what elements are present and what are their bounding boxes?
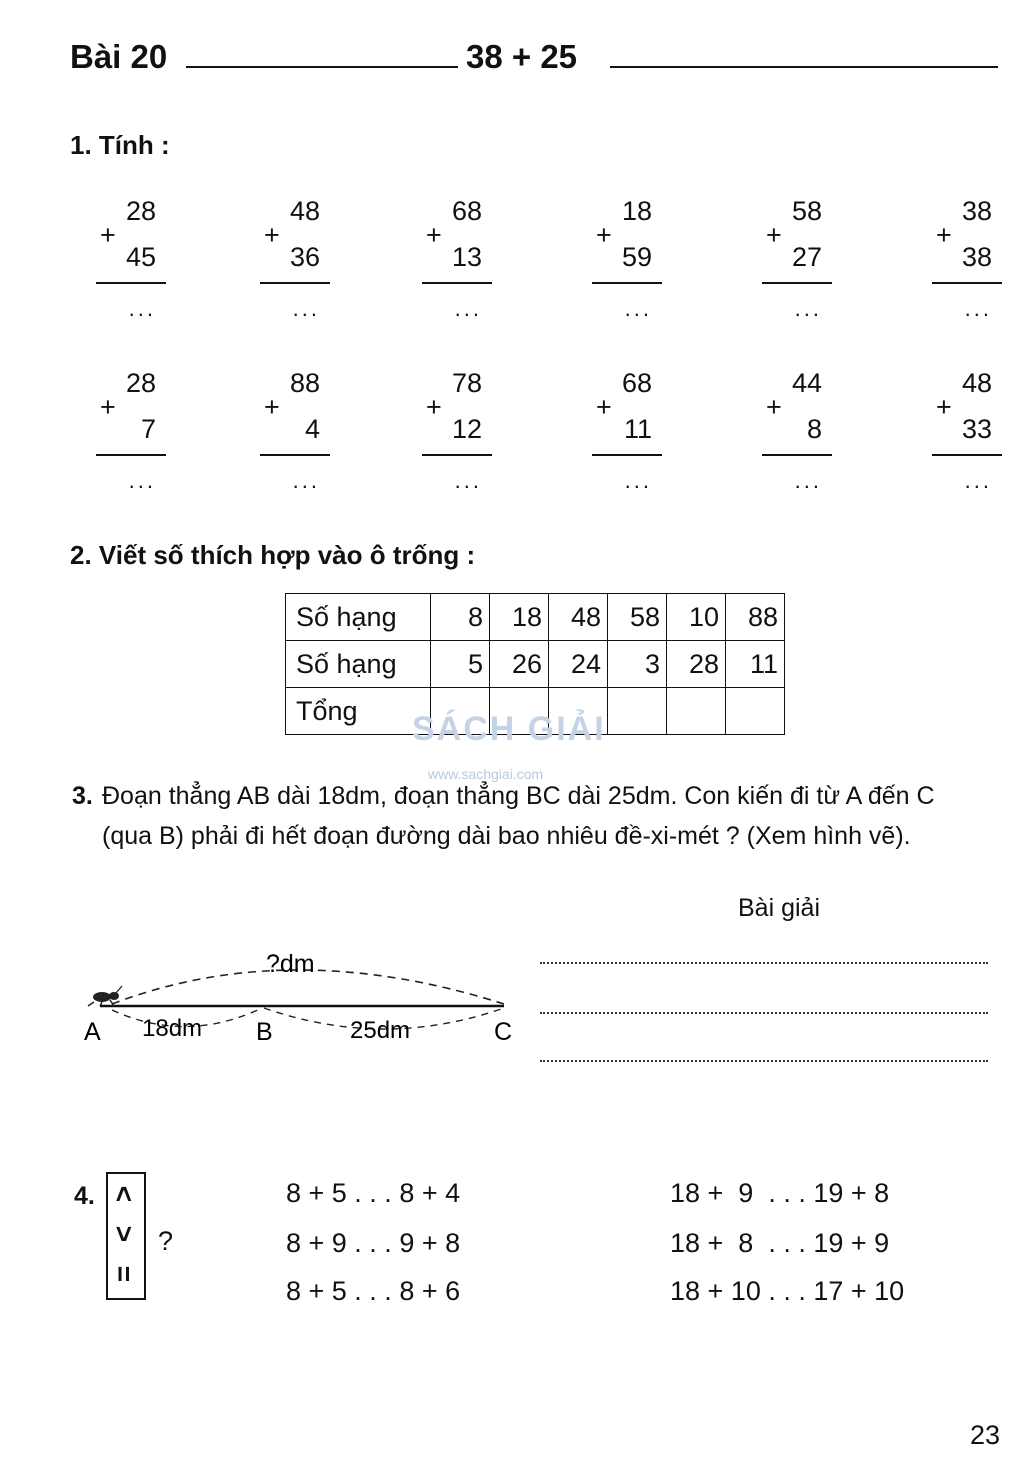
table-cell: 11	[726, 641, 785, 688]
header-rule-left	[186, 66, 458, 68]
ab-length-label: 18dm	[142, 1015, 203, 1042]
addition-problem	[930, 368, 1002, 508]
addition-problem	[590, 196, 662, 336]
table-cell: 24	[549, 641, 608, 688]
sum-rule	[422, 454, 492, 456]
table-cell: 58	[608, 594, 667, 641]
table-row-addend-1	[286, 594, 785, 641]
sum-rule	[260, 282, 330, 284]
answer-blank[interactable]: ...	[454, 296, 482, 321]
table-cell: 26	[490, 641, 549, 688]
exercise-4-number: 4.	[74, 1182, 95, 1210]
greater-than-sign: >	[108, 1185, 140, 1203]
equal-sign: =	[108, 1265, 140, 1283]
sum-rule	[422, 282, 492, 284]
table-label: Tổng	[286, 688, 431, 735]
exercise-2-title: 2. Viết số thích hợp vào ô trống :	[70, 540, 476, 570]
answer-blank[interactable]: ...	[454, 468, 482, 493]
addition-problem	[420, 368, 492, 508]
plus-sign: +	[596, 392, 612, 422]
plus-sign: +	[264, 220, 280, 250]
addition-problem	[94, 368, 166, 508]
addend-bottom: 7	[140, 414, 156, 444]
answer-line-1[interactable]	[540, 962, 988, 964]
comparison-left-1[interactable]: 8 + 5 . . . 8 + 4	[286, 1178, 461, 1208]
table-cell: 5	[431, 641, 490, 688]
bc-length-label: 25dm	[350, 1017, 411, 1044]
answer-blank[interactable]: ...	[128, 296, 156, 321]
table-cell: 48	[549, 594, 608, 641]
answer-blank[interactable]: ...	[964, 468, 992, 493]
addend-bottom: 27	[791, 242, 822, 272]
plus-sign: +	[100, 392, 116, 422]
addend-top: 88	[289, 368, 320, 398]
answer-blank[interactable]: ...	[964, 296, 992, 321]
addition-problem	[760, 196, 832, 336]
answer-cell[interactable]	[667, 688, 726, 735]
plus-sign: +	[766, 220, 782, 250]
answer-blank[interactable]: ...	[624, 296, 652, 321]
table-cell: 10	[667, 594, 726, 641]
lesson-topic: 38 + 25	[466, 38, 578, 75]
addition-problem	[420, 196, 492, 336]
solution-label: Bài giải	[738, 894, 820, 922]
plus-sign: +	[766, 392, 782, 422]
comparison-right-1[interactable]: 18 + 9 . . . 19 + 8	[670, 1178, 890, 1208]
table-label: Số hạng	[286, 594, 431, 641]
addition-problem	[258, 368, 330, 508]
lesson-title: Bài 20	[70, 38, 168, 75]
watermark-url: www.sachgiai.com	[428, 766, 544, 782]
table-cell: 8	[431, 594, 490, 641]
plus-sign: +	[426, 392, 442, 422]
addend-bottom: 38	[961, 242, 992, 272]
point-c-label: C	[494, 1018, 513, 1046]
answer-cell[interactable]	[726, 688, 785, 735]
plus-sign: +	[264, 392, 280, 422]
exercise-3-text-line-2: (qua B) phải đi hết đoạn đường dài bao nhiêu đề-xi-mét ? (Xem hình vẽ).	[102, 822, 911, 850]
addend-bottom: 33	[961, 414, 992, 444]
sum-rule	[932, 282, 1002, 284]
addend-top: 48	[961, 368, 992, 398]
sum-rule	[260, 454, 330, 456]
addend-top: 28	[125, 368, 156, 398]
comparison-left-3[interactable]: 8 + 5 . . . 8 + 6	[286, 1276, 461, 1306]
answer-blank[interactable]: ...	[794, 468, 822, 493]
answer-line-2[interactable]	[540, 1012, 988, 1014]
addition-problem	[930, 196, 1002, 336]
table-cell: 18	[490, 594, 549, 641]
addend-top: 28	[125, 196, 156, 226]
exercise-1-title: 1. Tính :	[70, 130, 170, 160]
addend-top: 44	[791, 368, 822, 398]
plus-sign: +	[100, 220, 116, 250]
addend-bottom: 4	[304, 414, 320, 444]
point-b-label: B	[256, 1018, 273, 1046]
addend-bottom: 13	[451, 242, 482, 272]
answer-blank[interactable]: ...	[794, 296, 822, 321]
answer-cell[interactable]	[608, 688, 667, 735]
answer-blank[interactable]: ...	[624, 468, 652, 493]
addend-top: 58	[791, 196, 822, 226]
exercise-3-text-line-1: Đoạn thẳng AB dài 18dm, đoạn thẳng BC dài 25dm. Con kiến đi từ A đến C	[102, 782, 935, 810]
table-cell: 88	[726, 594, 785, 641]
table-row-addend-2	[286, 641, 785, 688]
answer-blank[interactable]: ...	[128, 468, 156, 493]
addend-top: 78	[451, 368, 482, 398]
comparison-right-2[interactable]: 18 + 8 . . . 19 + 9	[670, 1228, 890, 1258]
addend-top: 68	[451, 196, 482, 226]
addend-bottom: 11	[623, 414, 652, 444]
addend-top: 18	[621, 196, 652, 226]
addition-problem	[590, 368, 662, 508]
addend-top: 68	[621, 368, 652, 398]
page-number: 23	[970, 1420, 1001, 1450]
addend-bottom: 45	[125, 242, 156, 272]
comparison-left-2[interactable]: 8 + 9 . . . 9 + 8	[286, 1228, 461, 1258]
sum-rule	[592, 454, 662, 456]
addend-bottom: 12	[451, 414, 482, 444]
addend-bottom: 36	[289, 242, 320, 272]
addition-problem	[258, 196, 330, 336]
table-cell: 3	[608, 641, 667, 688]
less-than-sign: <	[108, 1225, 140, 1243]
total-length-label: ?dm	[266, 950, 315, 978]
sum-rule	[96, 282, 166, 284]
sum-rule	[96, 454, 166, 456]
addition-problem	[94, 196, 166, 336]
watermark-logo: SÁCH GIẢI	[412, 710, 606, 748]
question-mark: ?	[158, 1226, 174, 1256]
addition-problem	[760, 368, 832, 508]
point-a-label: A	[84, 1018, 101, 1046]
plus-sign: +	[596, 220, 612, 250]
addend-bottom: 59	[621, 242, 652, 272]
sum-rule	[932, 454, 1002, 456]
table-cell: 28	[667, 641, 726, 688]
addend-top: 38	[961, 196, 992, 226]
plus-sign: +	[936, 220, 952, 250]
answer-blank[interactable]: ...	[292, 296, 320, 321]
addend-top: 48	[289, 196, 320, 226]
answer-blank[interactable]: ...	[292, 468, 320, 493]
plus-sign: +	[426, 220, 442, 250]
sum-rule	[592, 282, 662, 284]
answer-line-3[interactable]	[540, 1060, 988, 1062]
table-label: Số hạng	[286, 641, 431, 688]
plus-sign: +	[936, 392, 952, 422]
segment-diagram	[80, 940, 520, 1050]
comparison-right-3[interactable]: 18 + 10 . . . 17 + 10	[670, 1276, 905, 1306]
sum-rule	[762, 282, 832, 284]
comparison-signs-box	[106, 1172, 146, 1300]
sum-rule	[762, 454, 832, 456]
addend-bottom: 8	[806, 414, 822, 444]
exercise-3-number: 3.	[72, 782, 93, 810]
header-rule-right	[610, 66, 998, 68]
